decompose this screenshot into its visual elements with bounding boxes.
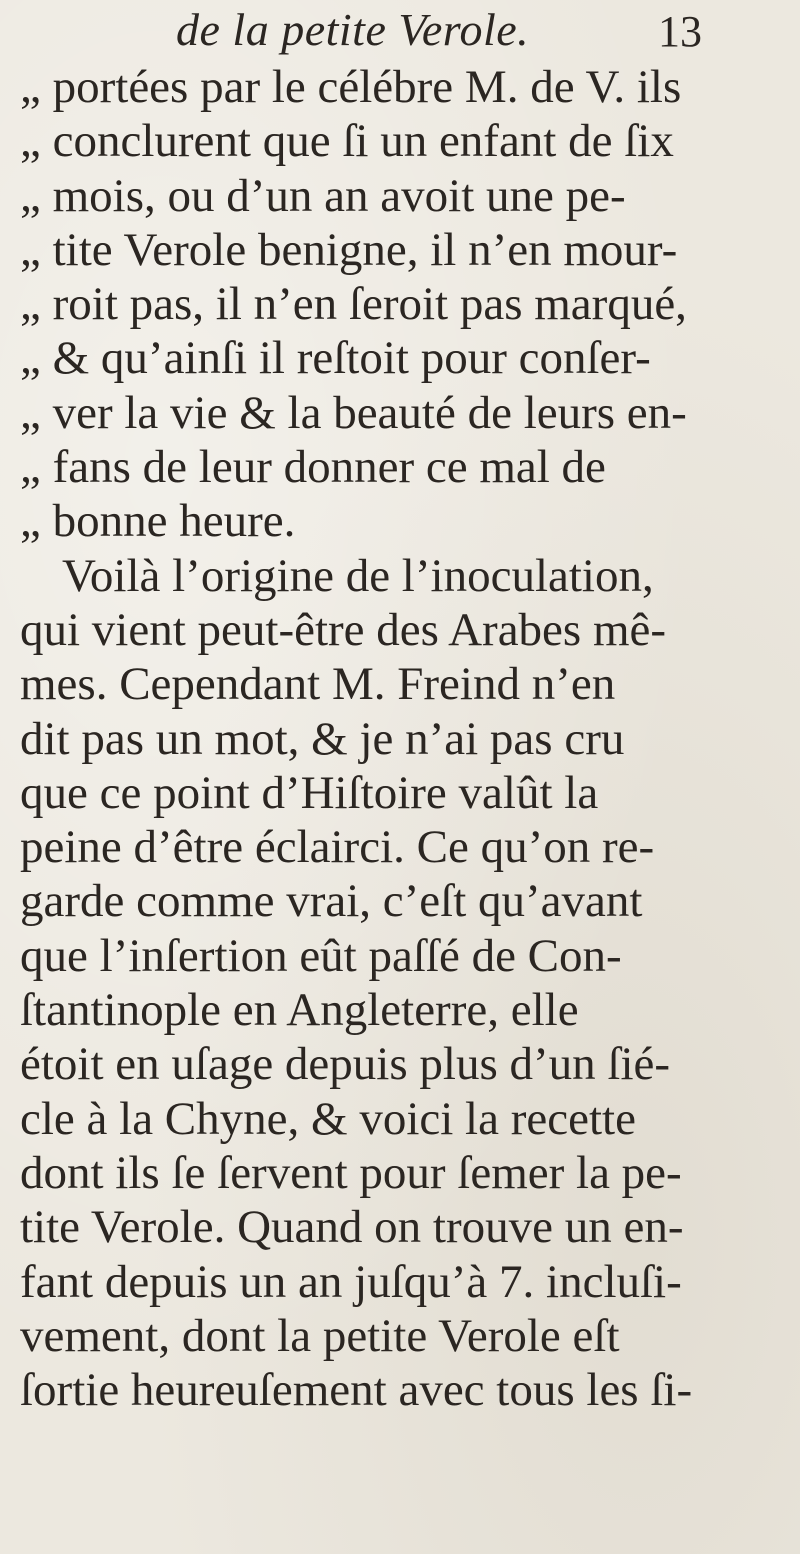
text-line: vement, dont la petite Verole eſt xyxy=(20,1309,620,1362)
text-line: étoit en uſage depuis plus d’un ſié- xyxy=(20,1038,671,1091)
text-line: ſortie heureuſement avec tous les ſi- xyxy=(20,1364,693,1417)
text-line: dont ils ſe ſervent pour ſemer la pe- xyxy=(20,1146,682,1199)
body-text xyxy=(20,60,790,1417)
page-header xyxy=(0,0,800,62)
text-line: „ roit pas, il n’en ſeroit pas marqué, xyxy=(20,278,687,331)
text-line: dit pas un mot, & je n’ai pas cru xyxy=(20,712,625,765)
text-line: fant depuis un an juſqu’à 7. incluſi- xyxy=(20,1255,682,1308)
paragraph-start-line: Voilà l’origine de l’inoculation, xyxy=(62,549,654,602)
text-line: „ tite Verole benigne, il n’en mour- xyxy=(20,223,678,276)
text-line: que l’inſertion eût paſſé de Con- xyxy=(20,929,622,982)
text-line: garde comme vrai, c’eſt qu’avant xyxy=(20,875,643,928)
text-line: „ mois, ou d’un an avoit une pe- xyxy=(20,169,626,222)
text-line: tite Verole. Quand on trouve un en- xyxy=(20,1201,684,1254)
text-line: „ & qu’ainſi il reſtoit pour conſer- xyxy=(20,332,651,385)
text-line: „ ver la vie & la beauté de leurs en- xyxy=(20,386,687,439)
text-line: „ fans de leur donner ce mal de xyxy=(20,441,606,494)
text-line: „ conclurent que ſi un enfant de ſix xyxy=(20,115,674,168)
text-line: „ bonne heure. xyxy=(20,495,296,548)
text-line: mes. Cependant M. Freind n’en xyxy=(20,658,616,711)
text-line: cle à la Chyne, & voici la recette xyxy=(20,1092,636,1145)
text-line: que ce point d’Hiſtoire valût la xyxy=(20,766,599,819)
text-line: peine d’être éclairci. Ce qu’on re- xyxy=(20,821,655,874)
running-title: de la petite Verole. xyxy=(176,4,530,55)
text-line: „ portées par le célébre M. de V. ils xyxy=(20,61,682,113)
text-line: ſtantinople en Angleterre, elle xyxy=(20,984,579,1037)
page-number: 13 xyxy=(658,7,702,56)
text-line: qui vient peut-être des Arabes mê- xyxy=(20,603,667,656)
